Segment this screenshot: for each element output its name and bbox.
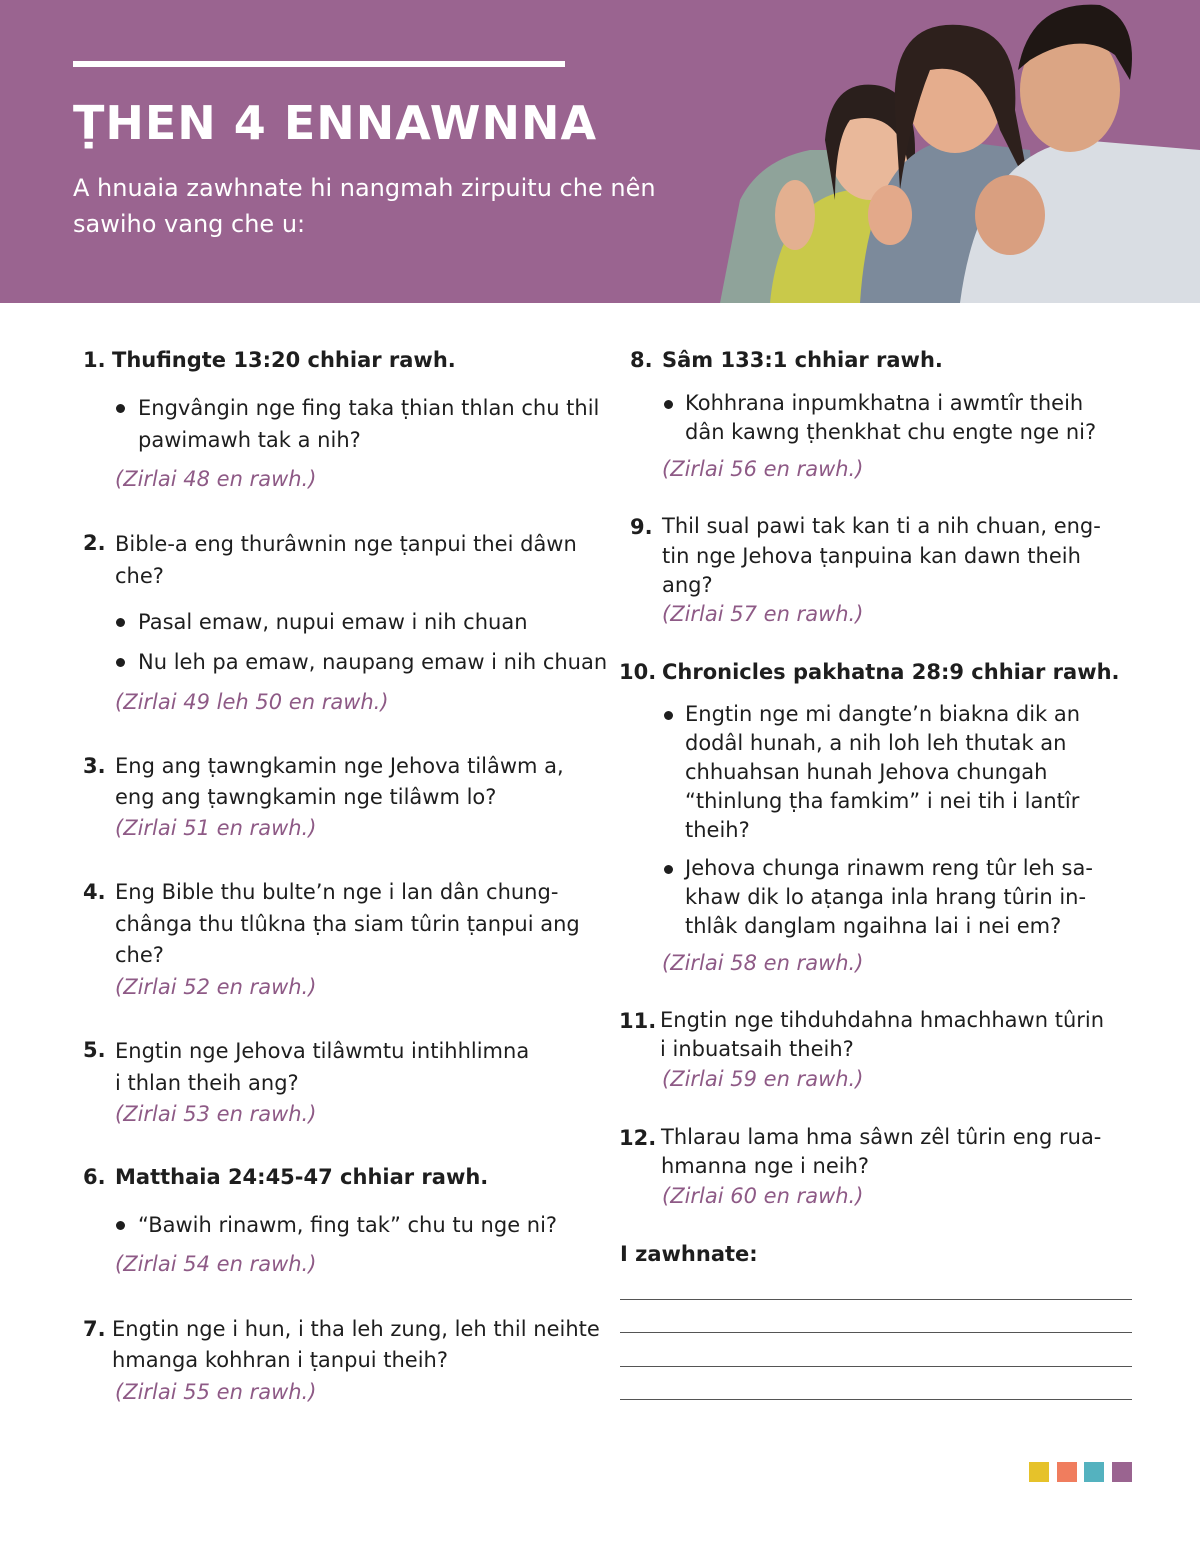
reference-link[interactable]: (Zirlai 48 en rawh.) [115,467,317,491]
header-banner [0,0,1200,303]
item-number: 11. [619,1009,657,1033]
orange-square-icon [1057,1462,1077,1482]
item-number: 12. [619,1126,657,1150]
reference-link[interactable]: (Zirlai 57 en rawh.) [662,602,864,626]
item-text: Bible-a eng thurâwnin nge ṭanpui thei dâwn che? [115,532,577,588]
writing-line[interactable] [620,1332,1132,1333]
goals-label: I zawhnate: [620,1242,758,1266]
item-number: 3. [83,754,106,778]
item-text: Thufingte 13:20 chhiar rawh. [112,348,456,372]
reference-link[interactable]: (Zirlai 54 en rawh.) [115,1252,317,1276]
reference-link[interactable]: (Zirlai 58 en rawh.) [662,951,864,975]
bullet-icon [664,400,673,409]
item-text: Thil sual pawi tak kan ti a nih chuan, eng- tin nge Jehova ṭanpuina kan dawn theih ang? [662,514,1101,597]
teal-square-icon [1084,1462,1104,1482]
item-number: 6. [83,1165,106,1189]
item-text: Engtin nge tihduhdahna hmachhawn tûrin i inbuatsaih theih? [660,1008,1105,1061]
bullet-text: Engtin nge mi dangte’n biakna dik an dodâl hunah, a nih loh leh thutak an chhuahsan hunah Jehova chungah “thinlung ṭha famkim” i nei tih i lantîr theih? [685,702,1081,842]
item-number: 4. [83,880,106,904]
writing-line[interactable] [620,1399,1132,1400]
item-text: Thlarau lama hma sâwn zêl tûrin eng rua- hmanna nge i neih? [661,1125,1102,1178]
bullet-icon [116,658,125,667]
bullet-icon [116,404,125,413]
page-subtitle: A hnuaia zawhnate hi nangmah zirpuitu che nên sawiho vang che u: [73,174,656,238]
bullet-icon [116,1221,125,1230]
bullet-icon [664,865,673,874]
reference-link[interactable]: (Zirlai 59 en rawh.) [662,1067,864,1091]
reference-link[interactable]: (Zirlai 55 en rawh.) [115,1380,317,1404]
bullet-text: Engvângin nge fing taka ṭhian thlan chu thil pawimawh tak a nih? [138,396,600,452]
item-number: 8. [630,348,653,372]
header-rule [73,61,565,67]
bullet-text: Pasal emaw, nupui emaw i nih chuan [138,610,528,634]
writing-line[interactable] [620,1299,1132,1300]
bullet-text: “Bawih rinawm, fing tak” chu tu nge ni? [138,1213,558,1237]
writing-line[interactable] [620,1366,1132,1367]
item-number: 7. [83,1317,106,1341]
item-number: 1. [83,348,106,372]
purple-square-icon [1112,1462,1132,1482]
item-number: 5. [83,1038,106,1062]
reference-link[interactable]: (Zirlai 53 en rawh.) [115,1102,317,1126]
item-text: Engtin nge Jehova tilâwmtu intihhlimna i thlan theih ang? [115,1039,530,1095]
family-praying-illustration [700,0,1200,303]
bullet-text: Nu leh pa emaw, naupang emaw i nih chuan [138,650,608,674]
reference-link[interactable]: (Zirlai 51 en rawh.) [115,816,317,840]
item-text: Engtin nge i hun, i tha leh zung, leh thil neihte hmanga kohhran i ṭanpui theih? [112,1317,600,1372]
item-text: Matthaia 24:45-47 chhiar rawh. [115,1165,489,1189]
item-number: 9. [630,515,653,539]
yellow-square-icon [1029,1462,1049,1482]
reference-link[interactable]: (Zirlai 52 en rawh.) [115,975,317,999]
bullet-text: Jehova chunga rinawm reng tûr leh sa- khaw dik lo aṭanga inla hrang tûrin in- thlâk danglam ngaihna lai i nei em? [685,856,1093,938]
item-text: Eng ang ṭawngkamin nge Jehova tilâwm a, eng ang ṭawngkamin nge tilâwm lo? [115,754,564,809]
item-text: Eng Bible thu bulte’n nge i lan dân chung- chânga thu tlûkna ṭha siam tûrin ṭanpui ang che? [115,880,580,967]
reference-link[interactable]: (Zirlai 56 en rawh.) [662,457,864,481]
bullet-text: Kohhrana inpumkhatna i awmtîr theih dân kawng ṭhenkhat chu engte nge ni? [685,391,1097,444]
page-title: ṬHEN 4 ENNAWNNA [73,96,598,150]
bullet-icon [116,618,125,627]
reference-link[interactable]: (Zirlai 60 en rawh.) [662,1184,864,1208]
item-number: 10. [619,660,657,684]
item-text: Chronicles pakhatna 28:9 chhiar rawh. [662,660,1120,684]
reference-link[interactable]: (Zirlai 49 leh 50 en rawh.) [115,690,389,714]
bullet-icon [664,711,673,720]
item-number: 2. [83,531,106,555]
item-text: Sâm 133:1 chhiar rawh. [662,348,943,372]
